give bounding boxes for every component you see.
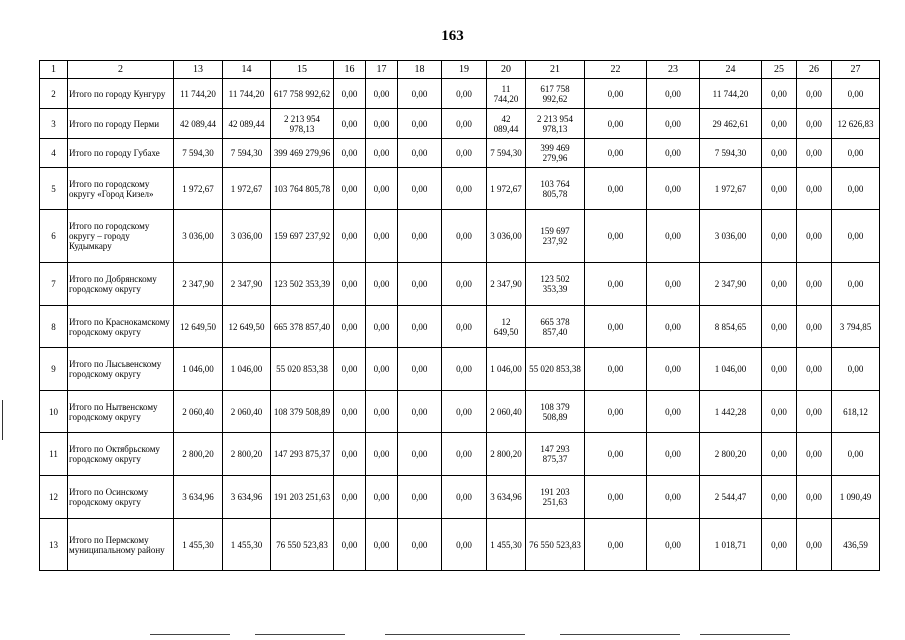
table-cell: 0,00 <box>366 109 398 139</box>
column-header: 1 <box>40 61 68 79</box>
table-cell: 2 800,20 <box>487 433 526 476</box>
table-cell: 0,00 <box>398 168 442 210</box>
municipality-name-cell: Итого по Пермскому муниципальному району <box>68 519 174 571</box>
table-cell: 0,00 <box>334 476 366 519</box>
table-cell: 1 046,00 <box>700 348 762 391</box>
table-cell: 0,00 <box>762 348 797 391</box>
table-cell: 0,00 <box>797 519 832 571</box>
table-cell: 3 036,00 <box>174 210 223 263</box>
table-cell: 9 <box>40 348 68 391</box>
table-cell: 42 089,44 <box>487 109 526 139</box>
table-cell: 2 800,20 <box>174 433 223 476</box>
table-cell: 0,00 <box>585 109 647 139</box>
table-cell: 123 502 353,39 <box>271 263 334 306</box>
table-cell: 0,00 <box>366 391 398 433</box>
table-cell: 6 <box>40 210 68 263</box>
scan-artifact-line <box>385 634 525 635</box>
header-row <box>40 61 880 79</box>
table-cell: 2 347,90 <box>223 263 271 306</box>
table-cell: 0,00 <box>647 433 700 476</box>
table-cell: 11 744,20 <box>700 79 762 109</box>
column-header: 14 <box>223 61 271 79</box>
table-cell: 11 744,20 <box>487 79 526 109</box>
table-cell: 3 634,96 <box>487 476 526 519</box>
table-cell: 7 594,30 <box>487 139 526 168</box>
table-cell: 3 036,00 <box>487 210 526 263</box>
table-cell: 399 469 279,96 <box>271 139 334 168</box>
table-cell: 0,00 <box>366 306 398 348</box>
table-cell: 3 794,85 <box>832 306 880 348</box>
table-cell: 0,00 <box>797 391 832 433</box>
table-cell: 0,00 <box>797 433 832 476</box>
table-cell: 0,00 <box>832 348 880 391</box>
table-row <box>40 263 880 306</box>
scan-artifact-line <box>255 634 345 635</box>
column-header: 21 <box>526 61 585 79</box>
table-cell: 0,00 <box>762 109 797 139</box>
table-cell: 0,00 <box>762 391 797 433</box>
table-cell: 0,00 <box>797 79 832 109</box>
table-cell: 55 020 853,38 <box>271 348 334 391</box>
scan-artifact-line <box>560 634 680 635</box>
table-cell: 0,00 <box>647 79 700 109</box>
table-cell: 0,00 <box>398 433 442 476</box>
table-cell: 0,00 <box>334 433 366 476</box>
table-cell: 0,00 <box>334 139 366 168</box>
table-cell: 0,00 <box>366 210 398 263</box>
table-cell: 2 544,47 <box>700 476 762 519</box>
table-row <box>40 391 880 433</box>
table-cell: 0,00 <box>442 433 487 476</box>
table-cell: 2 347,90 <box>700 263 762 306</box>
table-cell: 1 442,28 <box>700 391 762 433</box>
table-cell: 0,00 <box>797 348 832 391</box>
table-cell: 0,00 <box>398 476 442 519</box>
table-cell: 0,00 <box>398 348 442 391</box>
table-cell: 2 347,90 <box>174 263 223 306</box>
table-cell: 0,00 <box>585 433 647 476</box>
table-cell: 0,00 <box>334 519 366 571</box>
table-cell: 0,00 <box>832 168 880 210</box>
table-cell: 7 594,30 <box>700 139 762 168</box>
table-cell: 0,00 <box>366 168 398 210</box>
table-cell: 1 972,67 <box>174 168 223 210</box>
table-cell: 108 379 508,89 <box>526 391 585 433</box>
table-cell: 0,00 <box>647 348 700 391</box>
table-cell: 0,00 <box>585 210 647 263</box>
table-cell: 12 <box>40 476 68 519</box>
table-cell: 1 972,67 <box>700 168 762 210</box>
table-cell: 665 378 857,40 <box>271 306 334 348</box>
table-cell: 0,00 <box>398 139 442 168</box>
table-cell: 0,00 <box>797 109 832 139</box>
table-cell: 0,00 <box>334 263 366 306</box>
municipality-name-cell: Итого по Лысьвенскому городскому округу <box>68 348 174 391</box>
municipality-name-cell: Итого по городу Перми <box>68 109 174 139</box>
table-cell: 103 764 805,78 <box>271 168 334 210</box>
table-cell: 0,00 <box>366 79 398 109</box>
table-cell: 0,00 <box>398 210 442 263</box>
table-cell: 0,00 <box>647 391 700 433</box>
table-cell: 0,00 <box>647 139 700 168</box>
table-cell: 617 758 992,62 <box>526 79 585 109</box>
data-table <box>39 60 880 571</box>
table-cell: 0,00 <box>334 79 366 109</box>
table-cell: 0,00 <box>366 433 398 476</box>
table-cell: 2 060,40 <box>174 391 223 433</box>
table-cell: 0,00 <box>762 79 797 109</box>
table-cell: 42 089,44 <box>174 109 223 139</box>
table-cell: 2 213 954 978,13 <box>271 109 334 139</box>
table-cell: 7 <box>40 263 68 306</box>
table-cell: 13 <box>40 519 68 571</box>
table-cell: 1 455,30 <box>174 519 223 571</box>
table-cell: 0,00 <box>334 306 366 348</box>
table-cell: 147 293 875,37 <box>526 433 585 476</box>
table-row <box>40 168 880 210</box>
table-cell: 0,00 <box>366 476 398 519</box>
table-body <box>40 79 880 571</box>
table-cell: 2 <box>40 79 68 109</box>
table-cell: 103 764 805,78 <box>526 168 585 210</box>
table-cell: 0,00 <box>334 109 366 139</box>
table-cell: 399 469 279,96 <box>526 139 585 168</box>
table-cell: 7 594,30 <box>174 139 223 168</box>
column-header: 27 <box>832 61 880 79</box>
table-cell: 108 379 508,89 <box>271 391 334 433</box>
table-row <box>40 139 880 168</box>
column-header: 19 <box>442 61 487 79</box>
table-cell: 12 649,50 <box>487 306 526 348</box>
table-row <box>40 433 880 476</box>
table-cell: 0,00 <box>585 168 647 210</box>
table-cell: 0,00 <box>762 433 797 476</box>
table-cell: 0,00 <box>398 519 442 571</box>
table-cell: 0,00 <box>832 210 880 263</box>
table-cell: 0,00 <box>797 476 832 519</box>
table-row <box>40 306 880 348</box>
table-cell: 11 744,20 <box>223 79 271 109</box>
table-cell: 1 090,49 <box>832 476 880 519</box>
table-cell: 123 502 353,39 <box>526 263 585 306</box>
table-cell: 0,00 <box>442 519 487 571</box>
table-cell: 29 462,61 <box>700 109 762 139</box>
table-cell: 1 046,00 <box>223 348 271 391</box>
table-cell: 42 089,44 <box>223 109 271 139</box>
column-header: 18 <box>398 61 442 79</box>
page-number: 163 <box>441 28 464 44</box>
table-cell: 0,00 <box>832 433 880 476</box>
scan-artifact-line <box>150 634 230 635</box>
table-cell: 159 697 237,92 <box>271 210 334 263</box>
table-cell: 0,00 <box>647 109 700 139</box>
table-cell: 0,00 <box>762 168 797 210</box>
table-cell: 76 550 523,83 <box>526 519 585 571</box>
table-cell: 12 626,83 <box>832 109 880 139</box>
table-cell: 0,00 <box>442 476 487 519</box>
table-cell: 0,00 <box>334 391 366 433</box>
column-header: 17 <box>366 61 398 79</box>
municipality-name-cell: Итого по городу Кунгуру <box>68 79 174 109</box>
table-cell: 12 649,50 <box>174 306 223 348</box>
table-row <box>40 109 880 139</box>
table-cell: 0,00 <box>334 210 366 263</box>
table-cell: 0,00 <box>442 109 487 139</box>
table-header <box>40 61 880 79</box>
table-cell: 1 972,67 <box>223 168 271 210</box>
table-cell: 0,00 <box>442 139 487 168</box>
column-header: 26 <box>797 61 832 79</box>
column-header: 13 <box>174 61 223 79</box>
table-cell: 665 378 857,40 <box>526 306 585 348</box>
table-cell: 159 697 237,92 <box>526 210 585 263</box>
table-cell: 0,00 <box>442 210 487 263</box>
municipality-name-cell: Итого по Октябрьскому городскому округу <box>68 433 174 476</box>
table-cell: 3 036,00 <box>700 210 762 263</box>
table-cell: 0,00 <box>442 348 487 391</box>
table-cell: 3 634,96 <box>223 476 271 519</box>
column-header: 20 <box>487 61 526 79</box>
table-cell: 11 744,20 <box>174 79 223 109</box>
table-cell: 0,00 <box>647 476 700 519</box>
table-cell: 3 036,00 <box>223 210 271 263</box>
table-cell: 1 018,71 <box>700 519 762 571</box>
table-row <box>40 476 880 519</box>
table-cell: 0,00 <box>366 263 398 306</box>
table-row <box>40 79 880 109</box>
table-cell: 3 <box>40 109 68 139</box>
column-header: 15 <box>271 61 334 79</box>
table-cell: 0,00 <box>647 210 700 263</box>
table-cell: 0,00 <box>832 139 880 168</box>
table-cell: 0,00 <box>797 139 832 168</box>
table-cell: 1 046,00 <box>174 348 223 391</box>
table-cell: 0,00 <box>585 139 647 168</box>
table-cell: 10 <box>40 391 68 433</box>
table-cell: 0,00 <box>762 476 797 519</box>
table-row <box>40 519 880 571</box>
table-cell: 0,00 <box>366 348 398 391</box>
table-cell: 0,00 <box>647 168 700 210</box>
table-cell: 2 800,20 <box>700 433 762 476</box>
table-cell: 2 800,20 <box>223 433 271 476</box>
table-cell: 0,00 <box>762 210 797 263</box>
table-cell: 0,00 <box>797 263 832 306</box>
table-cell: 0,00 <box>585 391 647 433</box>
table-cell: 0,00 <box>398 79 442 109</box>
table-cell: 0,00 <box>762 139 797 168</box>
table-cell: 1 455,30 <box>223 519 271 571</box>
table-cell: 0,00 <box>832 263 880 306</box>
table-cell: 0,00 <box>797 210 832 263</box>
municipality-name-cell: Итого по Добрянскому городскому округу <box>68 263 174 306</box>
table-cell: 0,00 <box>442 263 487 306</box>
table-cell: 0,00 <box>762 519 797 571</box>
table-cell: 0,00 <box>398 391 442 433</box>
scan-artifact-edge <box>2 400 3 440</box>
table-cell: 3 634,96 <box>174 476 223 519</box>
municipality-name-cell: Итого по Нытвенскому городскому округу <box>68 391 174 433</box>
table-row <box>40 210 880 263</box>
table-cell: 0,00 <box>585 263 647 306</box>
table-cell: 2 060,40 <box>487 391 526 433</box>
table-cell: 55 020 853,38 <box>526 348 585 391</box>
table-cell: 12 649,50 <box>223 306 271 348</box>
table-cell: 0,00 <box>832 79 880 109</box>
table-cell: 2 060,40 <box>223 391 271 433</box>
table-cell: 0,00 <box>366 139 398 168</box>
table-cell: 0,00 <box>398 109 442 139</box>
table-cell: 0,00 <box>647 306 700 348</box>
column-header: 23 <box>647 61 700 79</box>
table-cell: 0,00 <box>442 168 487 210</box>
table-cell: 0,00 <box>797 168 832 210</box>
table-cell: 4 <box>40 139 68 168</box>
column-header: 22 <box>585 61 647 79</box>
table-cell: 8 <box>40 306 68 348</box>
column-header: 16 <box>334 61 366 79</box>
table-cell: 0,00 <box>334 348 366 391</box>
table-cell: 0,00 <box>585 79 647 109</box>
column-header: 24 <box>700 61 762 79</box>
table-cell: 76 550 523,83 <box>271 519 334 571</box>
table-cell: 1 455,30 <box>487 519 526 571</box>
table-cell: 0,00 <box>585 476 647 519</box>
municipality-name-cell: Итого по городскому округу «Город Кизел» <box>68 168 174 210</box>
table-cell: 0,00 <box>442 391 487 433</box>
column-header: 25 <box>762 61 797 79</box>
table-cell: 0,00 <box>398 306 442 348</box>
table-row <box>40 348 880 391</box>
scan-artifact-line <box>700 634 790 635</box>
municipality-name-cell: Итого по Краснокамскому городскому округу <box>68 306 174 348</box>
table-cell: 0,00 <box>442 306 487 348</box>
table-cell: 1 046,00 <box>487 348 526 391</box>
table-cell: 0,00 <box>585 306 647 348</box>
table-cell: 0,00 <box>647 519 700 571</box>
table-cell: 618,12 <box>832 391 880 433</box>
table-cell: 1 972,67 <box>487 168 526 210</box>
table-cell: 7 594,30 <box>223 139 271 168</box>
table-cell: 436,59 <box>832 519 880 571</box>
table-cell: 0,00 <box>647 263 700 306</box>
table-cell: 0,00 <box>797 306 832 348</box>
municipality-name-cell: Итого по Осинскому городскому округу <box>68 476 174 519</box>
table-cell: 0,00 <box>366 519 398 571</box>
table-cell: 0,00 <box>762 306 797 348</box>
table-cell: 0,00 <box>762 263 797 306</box>
table-cell: 617 758 992,62 <box>271 79 334 109</box>
table-cell: 191 203 251,63 <box>526 476 585 519</box>
table-cell: 11 <box>40 433 68 476</box>
table-cell: 0,00 <box>398 263 442 306</box>
table-cell: 8 854,65 <box>700 306 762 348</box>
column-header: 2 <box>68 61 174 79</box>
table-cell: 147 293 875,37 <box>271 433 334 476</box>
table-cell: 0,00 <box>585 348 647 391</box>
table-cell: 0,00 <box>585 519 647 571</box>
table-cell: 0,00 <box>334 168 366 210</box>
table-cell: 2 213 954 978,13 <box>526 109 585 139</box>
table-cell: 0,00 <box>442 79 487 109</box>
table-cell: 5 <box>40 168 68 210</box>
municipality-name-cell: Итого по городскому округу – городу Кудымкару <box>68 210 174 263</box>
table-cell: 191 203 251,63 <box>271 476 334 519</box>
municipality-name-cell: Итого по городу Губахе <box>68 139 174 168</box>
table-cell: 2 347,90 <box>487 263 526 306</box>
